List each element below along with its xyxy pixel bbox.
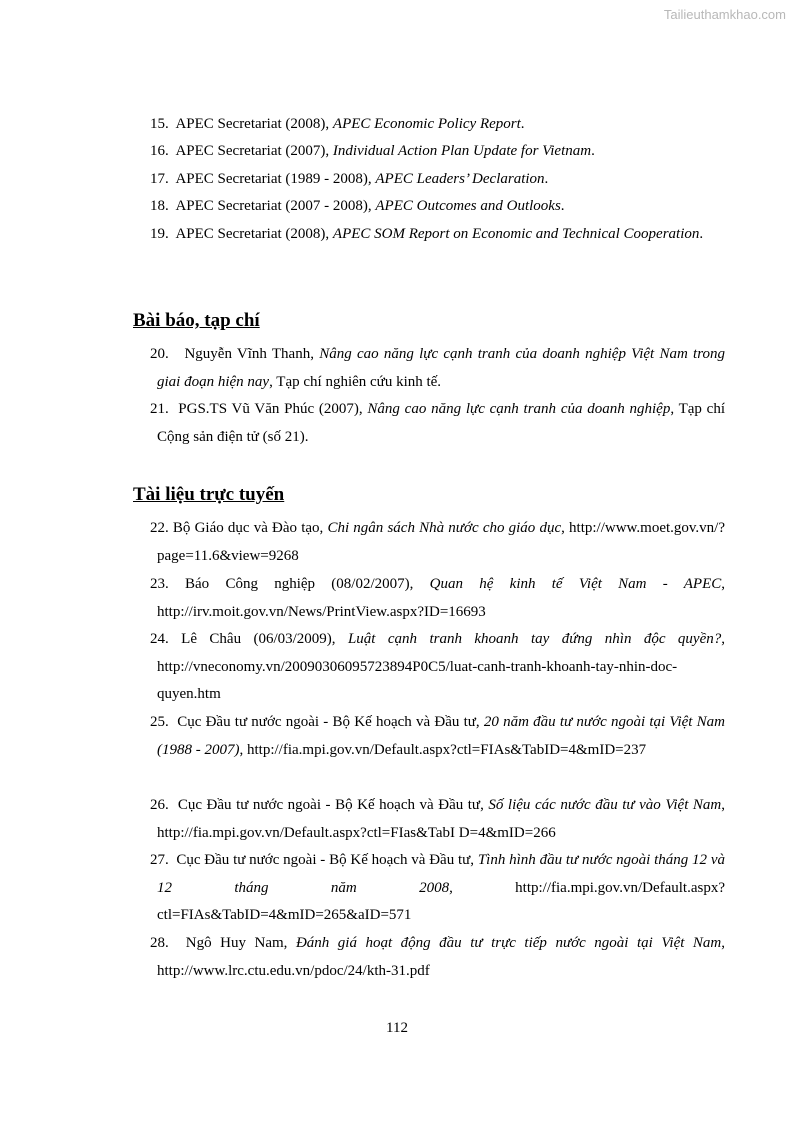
ref-source: . <box>699 226 704 242</box>
reference-27 <box>150 847 725 930</box>
ref-author: APEC Secretariat (2008), <box>175 226 333 242</box>
ref-number: 26. <box>150 797 169 813</box>
reference-21 <box>150 396 725 451</box>
ref-title: Nâng cao năng lực cạnh tranh của doanh nghiệp Việt Nam trong giai đoạn hiện nay <box>157 346 725 390</box>
ref-title: APEC Outcomes and Outlooks <box>375 198 561 214</box>
ref-author: Bộ Giáo dục và Đào tạo, <box>172 520 328 536</box>
ref-title: Quan hệ kinh tế Việt Nam - APEC <box>429 576 722 592</box>
ref-number: 27. <box>150 852 169 868</box>
ref-number: 17. <box>150 171 169 187</box>
ref-source: . <box>591 143 595 159</box>
ref-title: Chi ngân sách Nhà nước cho giáo dục <box>327 520 562 536</box>
ref-source: , http://vneconomy.vn/20090306095723894P0C5/luat-canh-tranh-khoanh-tay-nhin-doc-quyen.htm <box>157 631 725 703</box>
ref-number: 24. <box>150 631 169 647</box>
reference-25 <box>150 709 725 764</box>
section-heading-online: Tài liệu trực tuyến <box>133 484 285 505</box>
reference-22 <box>150 515 725 570</box>
ref-number: 22. <box>150 520 169 536</box>
ref-title: Luật cạnh tranh khoanh tay đứng nhìn độc quyền? <box>347 631 722 647</box>
ref-number: 25. <box>150 714 169 730</box>
ref-author: Lê Châu (06/03/2009), <box>181 631 348 647</box>
watermark: Tailieuthamkhao.com <box>663 7 786 22</box>
reference-24 <box>150 626 725 709</box>
ref-author: Báo Công nghiệp (08/02/2007), <box>185 576 430 592</box>
ref-title: APEC Economic Policy Report <box>332 116 521 132</box>
ref-source: , Tạp chí Cộng sản điện tử (số 21). <box>157 401 725 445</box>
ref-title: Số liệu các nước đầu tư vào Việt Nam <box>488 797 722 813</box>
reference-26 <box>150 792 725 847</box>
ref-number: 28. <box>150 935 169 951</box>
ref-author: Cục Đầu tư nước ngoài - Bộ Kế hoạch và Đầu tư, <box>177 714 484 730</box>
ref-author: APEC Secretariat (2008), <box>175 116 333 132</box>
ref-number: 16. <box>150 143 169 159</box>
ref-title: APEC SOM Report on Economic and Technical Cooperation <box>332 226 700 242</box>
ref-source: . <box>560 198 565 214</box>
ref-author: PGS.TS Vũ Văn Phúc (2007), <box>178 401 368 417</box>
ref-number: 19. <box>150 226 169 242</box>
ref-author: APEC Secretariat (2007), <box>175 143 333 159</box>
ref-number: 18. <box>150 198 169 214</box>
ref-source: , http://irv.moit.gov.vn/News/PrintView.aspx?ID=16693 <box>157 576 725 620</box>
ref-source: , http://fia.mpi.gov.vn/Default.aspx?ctl=FIas&TabI D=4&mID=266 <box>157 797 726 841</box>
reference-16 <box>150 138 725 166</box>
ref-source: , http://fia.mpi.gov.vn/Default.aspx?ctl=FIAs&TabID=4&mID=237 <box>239 741 647 758</box>
ref-title: Đánh giá hoạt động đầu tư trực tiếp nước ngoài tại Việt Nam <box>295 935 722 951</box>
ref-author: Ngô Huy Nam, <box>185 935 296 951</box>
ref-author: APEC Secretariat (2007 - 2008), <box>175 198 376 214</box>
ref-number: 23. <box>150 576 169 592</box>
reference-15 <box>150 111 725 139</box>
ref-source: . <box>520 116 525 132</box>
ref-source: , http://www.lrc.ctu.edu.vn/pdoc/24/kth-31.pdf <box>157 935 725 979</box>
ref-number: 15. <box>150 116 169 132</box>
ref-source: , Tạp chí nghiên cứu kinh tế. <box>269 373 442 390</box>
reference-28 <box>150 930 725 985</box>
reference-23 <box>150 571 725 626</box>
section-heading-articles: Bài báo, tạp chí <box>133 310 260 331</box>
ref-author: Cục Đầu tư nước ngoài - Bộ Kế hoạch và Đầu tư, <box>177 797 489 813</box>
reference-20 <box>150 341 725 396</box>
ref-title: 20 năm đầu tư nước ngoài tại Việt Nam (1988 - 2007) <box>157 714 726 758</box>
ref-author: APEC Secretariat (1989 - 2008), <box>175 171 376 187</box>
page-number: 112 <box>386 1020 408 1036</box>
ref-source: , http://fia.mpi.gov.vn/Default.aspx?ctl=FIAs&TabID=4&mID=265&aID=571 <box>157 879 726 924</box>
reference-19 <box>150 221 725 249</box>
ref-title: Tình hình đầu tư nước ngoài tháng 12 và 12 tháng năm 2008 <box>157 852 726 896</box>
ref-number: 21. <box>150 401 169 417</box>
ref-title: Individual Action Plan Update for Vietnam <box>332 143 592 159</box>
ref-title: APEC Leaders’ Declaration <box>375 171 545 187</box>
ref-author: Cục Đầu tư nước ngoài - Bộ Kế hoạch và Đầu tư, <box>176 852 478 868</box>
ref-author: Nguyễn Vĩnh Thanh, <box>184 346 320 362</box>
ref-number: 20. <box>150 346 169 362</box>
ref-title: Nâng cao năng lực cạnh tranh của doanh nghiệp <box>367 401 671 417</box>
ref-source: . <box>544 171 549 187</box>
reference-17 <box>150 166 725 194</box>
ref-source: , http://www.moet.gov.vn/?page=11.6&view=9268 <box>157 520 726 564</box>
reference-18 <box>150 193 725 221</box>
